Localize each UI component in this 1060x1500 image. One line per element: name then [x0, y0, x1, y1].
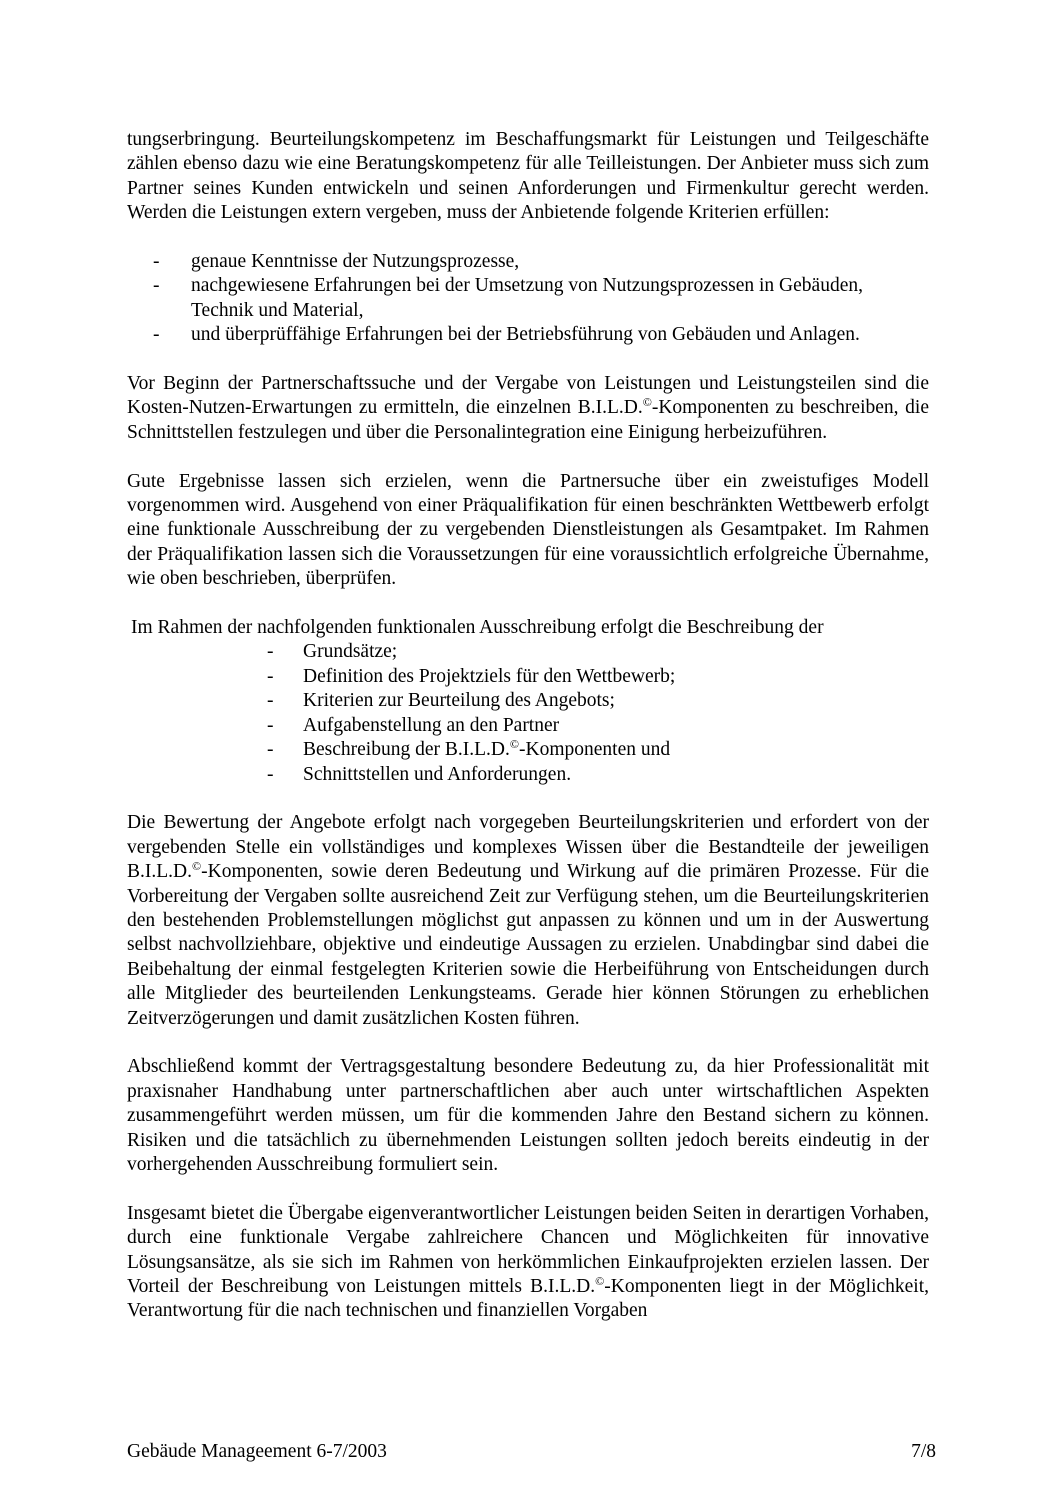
copyright-mark: ©: [192, 859, 202, 874]
list-item: - nachgewiesene Erfahrungen bei der Umsetzung von Nutzungsprozessen in Gebäuden, Technik und Material,: [153, 275, 863, 321]
footer-publication: Gebäude Manageement 6-7/2003: [127, 1441, 387, 1462]
list-item: - Definition des Projektziels für den Wettbewerb;: [127, 665, 929, 689]
copyright-mark: ©: [642, 395, 652, 410]
copyright-mark: ©: [509, 737, 519, 752]
copyright-mark: ©: [595, 1273, 605, 1288]
dash-bullet: -: [267, 739, 274, 761]
dash-bullet: -: [267, 641, 274, 663]
paragraph-summary: Insgesamt bietet die Übergabe eigenverantwortlicher Leistungen beiden Seiten in derartigen Vorhaben, durch eine funktionale Vergabe zahlreichere Chancen und Möglichkeiten für innovative Lösungsansätze, als sie sich im Rahmen von herkömmlichen Einkaufprojekten erzielen lassen. Der Vorteil der Beschreibung von Leistungen mittels B.I.L.D.©-Komponenten liegt in der Möglichkeit, Verantwortung für die nach technischen und finanziellen Vorgaben: [127, 1202, 930, 1322]
paragraph-tender-intro: Im Rahmen der nachfolgenden funktionalen Ausschreibung erfolgt die Beschreibung der: [131, 617, 824, 639]
list-item: - Schnittstellen und Anforderungen.: [127, 763, 929, 787]
tender-list: [127, 640, 929, 786]
list-item: - Kriterien zur Beurteilung des Angebots;: [127, 689, 929, 713]
page-footer: [127, 1440, 936, 1464]
paragraph-evaluation: Die Bewertung der Angebote erfolgt nach vorgegeben Beurteilungskriterien und erfordert von der vergebenden Stelle ein vollständiges und komplexes Wissen über die Bestandteile der jeweiligen B.I.L.D.©-Komponenten, sowie deren Bedeutung und Wirkung auf die primären Prozesse. Für die Vorbereitung der Vergaben sollte ausreichend Zeit zur Verfügung stehen, um die Beurteilungskriterien den bestehenden Problemstellungen möglichst gut anpassen zu können und um in der Auswertung selbst nachvollziehbare, objektive und eindeutige Aussagen zu erzielen. Unabdingbar sind dabei die Beibehaltung der einmal festgelegten Kriterien sowie die Herbeiführung von Entscheidungen durch alle Mitglieder des beurteilenden Lenkungsteams. Gerade hier können Störungen zu erheblichen Zeitverzögerungen und damit zusätzlichen Kosten führen.: [127, 812, 929, 1029]
list-item: - und überprüffähige Erfahrungen bei der Betriebsführung von Gebäuden und Anlagen.: [127, 323, 929, 347]
document-page: [127, 128, 929, 1348]
paragraph-two-stage-model: Gute Ergebnisse lassen sich erzielen, wenn die Partnersuche über ein zweistufiges Modell vorgenommen wird. Ausgehend von einer Präqualifikation für einen beschränkten Wettbewerb erfolgt eine funktionale Ausschreibung der zu vergebenden Dienstleistungen als Gesamtpaket. Im Rahmen der Präqualifikation lassen sich die Voraussetzungen für eine voraussichtlich erfolgreiche Übernahme, wie oben beschrieben, überprüfen.: [127, 470, 929, 590]
dash-bullet: -: [267, 690, 274, 712]
dash-bullet: -: [267, 714, 274, 736]
list-item: - Beschreibung der B.I.L.D.©-Komponenten und: [127, 738, 929, 762]
paragraph-criteria-intro: tungserbringung. Beurteilungskompetenz im Beschaffungsmarkt für Leistungen und Teilgeschäfte zählen ebenso dazu wie eine Beratungskompetenz für alle Teilleistungen. Der Anbieter muss sich zum Partner seines Kunden entwickeln und seinen Anforderungen und Firmenkultur gerecht werden. Werden die Leistungen extern vergeben, muss der Anbietende folgende Kriterien erfüllen:: [127, 129, 929, 224]
page-number: 7/8: [911, 1441, 936, 1462]
dash-bullet: -: [153, 251, 160, 273]
dash-bullet: -: [153, 324, 160, 346]
list-item: - Aufgabenstellung an den Partner: [127, 714, 929, 738]
paragraph-partnership: Vor Beginn der Partnerschaftssuche und der Vergabe von Leistungen und Leistungsteilen sind die Kosten-Nutzen-Erwartungen zu ermitteln, die einzelnen B.I.L.D.©-Komponenten zu beschreiben, die Schnittstellen festzulegen und über die Personalintegration eine Einigung herbeizuführen.: [127, 373, 929, 443]
list-item: - Grundsätze;: [127, 640, 929, 664]
criteria-list: [127, 250, 929, 348]
paragraph-contract: Abschließend kommt der Vertragsgestaltung besondere Bedeutung zu, da hier Professionalität mit praxisnaher Handhabung unter partnerschaftlichen aber auch unter wirtschaftlichen Aspekten zusammengeführt werden müssen, um für die kommenden Jahre den Bestand sichern zu können. Risiken und die tatsächlich zu übernehmenden Leistungen sollten jedoch bereits eindeutig in der vorhergehenden Ausschreibung formuliert sein.: [127, 1056, 929, 1175]
dash-bullet: -: [267, 763, 274, 785]
dash-bullet: -: [153, 275, 160, 297]
dash-bullet: -: [267, 665, 274, 687]
list-item: - genaue Kenntnisse der Nutzungsprozesse,: [127, 250, 929, 274]
